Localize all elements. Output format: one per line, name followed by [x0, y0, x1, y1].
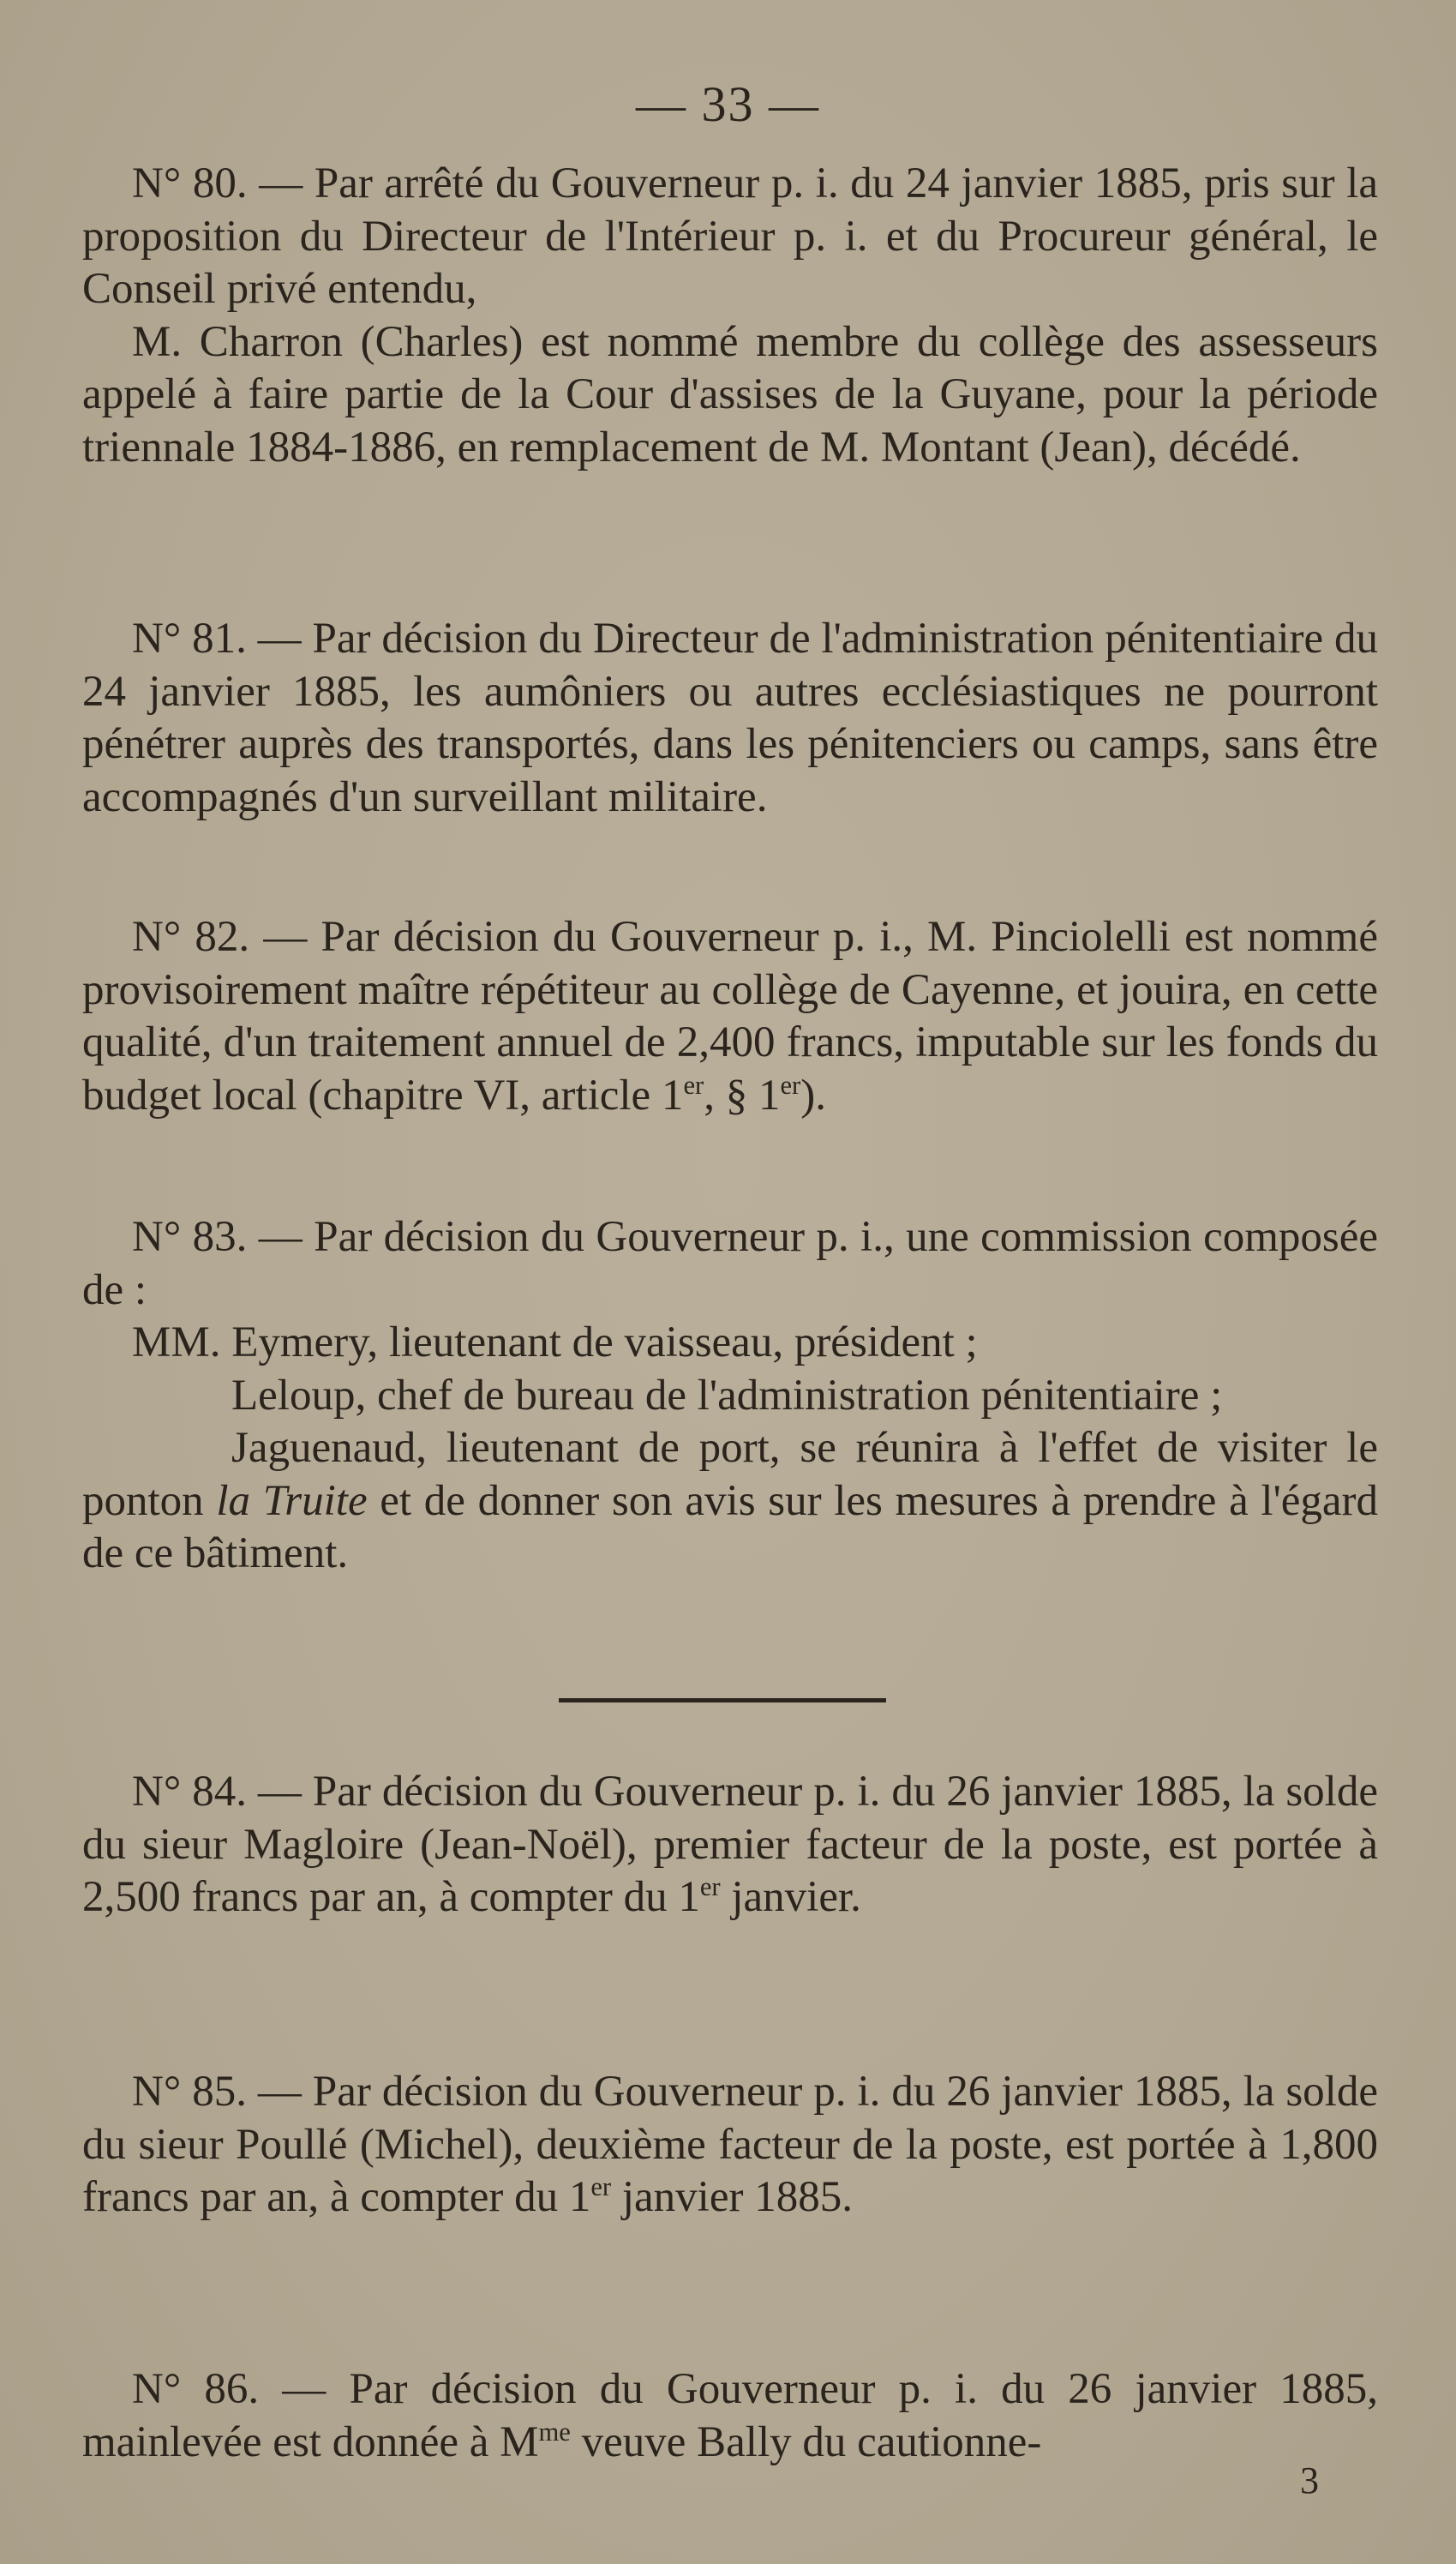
entry-83-lead: N° 83. — Par décision du Gouverneur p. i., une commission composée de :: [82, 1213, 1378, 1314]
entry-81: [82, 613, 1378, 824]
entry-82-end: ).: [800, 1071, 826, 1120]
entry-84: [82, 1766, 1378, 1925]
entry-84-sup: er: [699, 1872, 721, 1901]
entry-84-end: janvier.: [720, 1873, 861, 1921]
entry-86: [82, 2363, 1378, 2469]
entry-80-lead: N° 80. — Par arrêté du Gouverneur p. i. du 24 janvier 1885, pris sur la proposition du Directeur de l'Intérieur p. i. et du Procureur général, le Conseil privé entendu,: [82, 159, 1378, 313]
entry-86-end: veuve Bally du cautionne-: [570, 2417, 1042, 2466]
entry-85-text: N° 85. — Par décision du Gouverneur p. i. du 26 janvier 1885, la solde du sieur Poullé (Michel), deuxième facteur de la poste, est portée à 1,800 francs par an, à compter du 1: [82, 2068, 1378, 2221]
section-divider: [559, 1698, 886, 1702]
entry-80: [82, 158, 1378, 474]
page-number: — 33 —: [636, 76, 820, 132]
entry-82-mid: , § 1: [704, 1071, 781, 1120]
entry-84-text: N° 84. — Par décision du Gouverneur p. i. du 26 janvier 1885, la solde du sieur Magloire (Jean-Noël), premier facteur de la poste, est portée à 2,500 francs par an, à compter du 1: [82, 1768, 1378, 1921]
entry-81-text: N° 81. — Par décision du Directeur de l'administration pénitentiaire du 24 janvier 1885, les aumôniers ou autres ecclésiastiques ne pourront pénétrer auprès des transportés, dans les pénitenciers ou camps, sans être accompagnés d'un surveillant militaire.: [82, 615, 1378, 821]
entry-82-sup1: er: [683, 1070, 704, 1100]
entry-80-body: M. Charron (Charles) est nommé membre du collège des assesseurs appelé à faire partie de la Cour d'assises de la Guyane, pour la période triennale 1884-1886, en remplacement de M. Montant (Jean), décédé.: [82, 317, 1378, 471]
entry-86-sup: me: [538, 2417, 571, 2447]
entry-85-end: janvier 1885.: [611, 2173, 853, 2221]
entry-83-member-2: Leloup, chef de bureau de l'administration pénitentiaire ;: [231, 1371, 1223, 1420]
entry-82-sup2: er: [780, 1070, 801, 1100]
entry-83: [82, 1211, 1378, 1581]
entry-85: [82, 2066, 1378, 2225]
entry-86-text: N° 86. — Par décision du Gouverneur p. i. du 26 janvier 1885, mainlevée est donnée à M: [82, 2365, 1378, 2466]
entry-82-text: N° 82. — Par décision du Gouverneur p. i., M. Pinciolelli est nommé provisoirement maître répétiteur au collège de Cayenne, et jouira, en cette qualité, d'un traitement annuel de 2,400 francs, imputable sur les fonds du budget local (chapitre VI, article 1: [82, 913, 1378, 1120]
entry-82: [82, 911, 1378, 1122]
entry-83-member-1: MM. Eymery, lieutenant de vaisseau, président ;: [132, 1318, 978, 1366]
entry-85-sup: er: [590, 2172, 612, 2201]
entry-83-member-3: Jaguenaud, lieutenant de port, se réunira à l'effet de visiter le ponton: [82, 1424, 1378, 1525]
ship-name: la Truite: [216, 1476, 368, 1525]
entry-83-member-3-end: et de donner son avis sur les mesures à prendre à l'égard de ce bâtiment.: [82, 1476, 1379, 1577]
signature-mark: 3: [1300, 2459, 1319, 2501]
